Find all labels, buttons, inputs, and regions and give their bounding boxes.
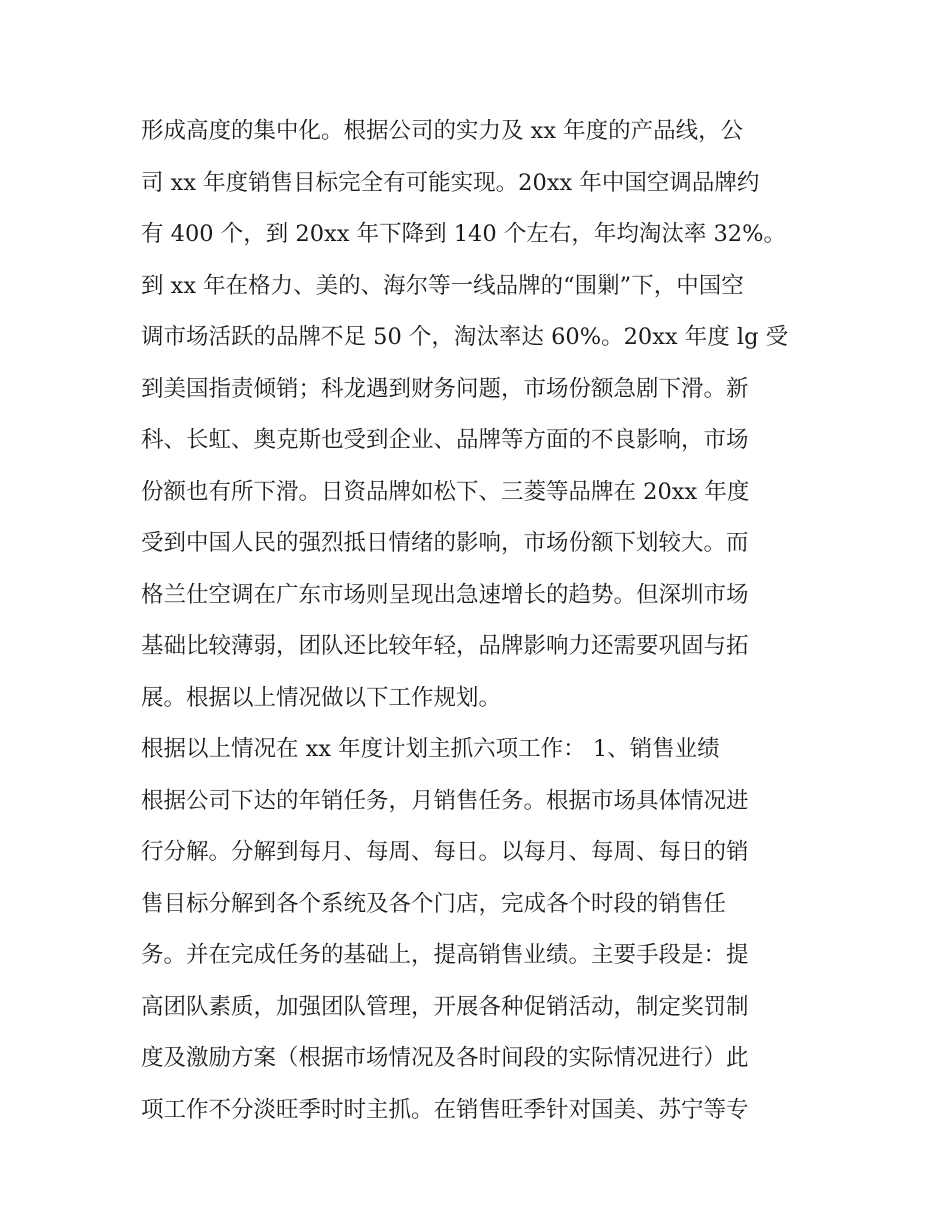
text-line-13: 根据以上情况在 xx 年度计划主抓六项工作： 1、销售业绩 [141, 736, 720, 762]
text-line-12: 展。根据以上情况做以下工作规划。 [141, 684, 502, 711]
text-line-5: 调市场活跃的品牌不足 50 个，淘汰率达 60%。20xx 年度 lg 受 [141, 324, 789, 350]
text-line-10: 格兰仕空调在广东市场则呈现出急速增长的趋势。但深圳市场 [141, 581, 749, 608]
text-line-11: 基础比较薄弱，团队还比较年轻，品牌影响力还需要巩固与拓 [141, 633, 749, 659]
text-line-14: 根据公司下达的年销任务，月销售任务。根据市场具体情况进 [141, 787, 749, 814]
text-line-3: 有 400 个，到 20xx 年下降到 140 个左右，年均淘汰率 32%。 [141, 221, 786, 247]
text-line-4: 到 xx 年在格力、美的、海尔等一线品牌的“围剿”下，中国空 [141, 272, 744, 299]
text-line-9: 受到中国人民的强烈抵日情绪的影响，市场份额下划较大。而 [141, 530, 749, 556]
text-line-8: 份额也有所下滑。日资品牌如松下、三菱等品牌在 20xx 年度 [141, 478, 750, 505]
text-line-6: 到美国指责倾销；科龙遇到财务问题，市场份额急剧下滑。新 [141, 375, 749, 402]
text-line-17: 务。并在完成任务的基础上，提高销售业绩。主要手段是：提 [141, 942, 749, 968]
text-line-2: 司 xx 年度销售目标完全有可能实现。20xx 年中国空调品牌约 [141, 169, 760, 196]
text-line-16: 售目标分解到各个系统及各个门店，完成各个时段的销售任 [141, 890, 727, 917]
text-line-18: 高团队素质，加强团队管理，开展各种促销活动，制定奖罚制 [141, 993, 749, 1020]
text-line-15: 行分解。分解到每月、每周、每日。以每月、每周、每日的销 [141, 839, 749, 865]
text-line-7: 科、长虹、奥克斯也受到企业、品牌等方面的不良影响，市场 [141, 427, 749, 453]
text-line-20: 项工作不分淡旺季时时主抓。在销售旺季针对国美、苏宁等专 [141, 1096, 749, 1123]
text-line-1: 形成高度的集中化。根据公司的实力及 xx 年度的产品线，公 [141, 118, 744, 144]
body-text [141, 106, 821, 1136]
text-line-19: 度及激励方案（根据市场情况及各时间段的实际情况进行）此 [141, 1045, 749, 1071]
